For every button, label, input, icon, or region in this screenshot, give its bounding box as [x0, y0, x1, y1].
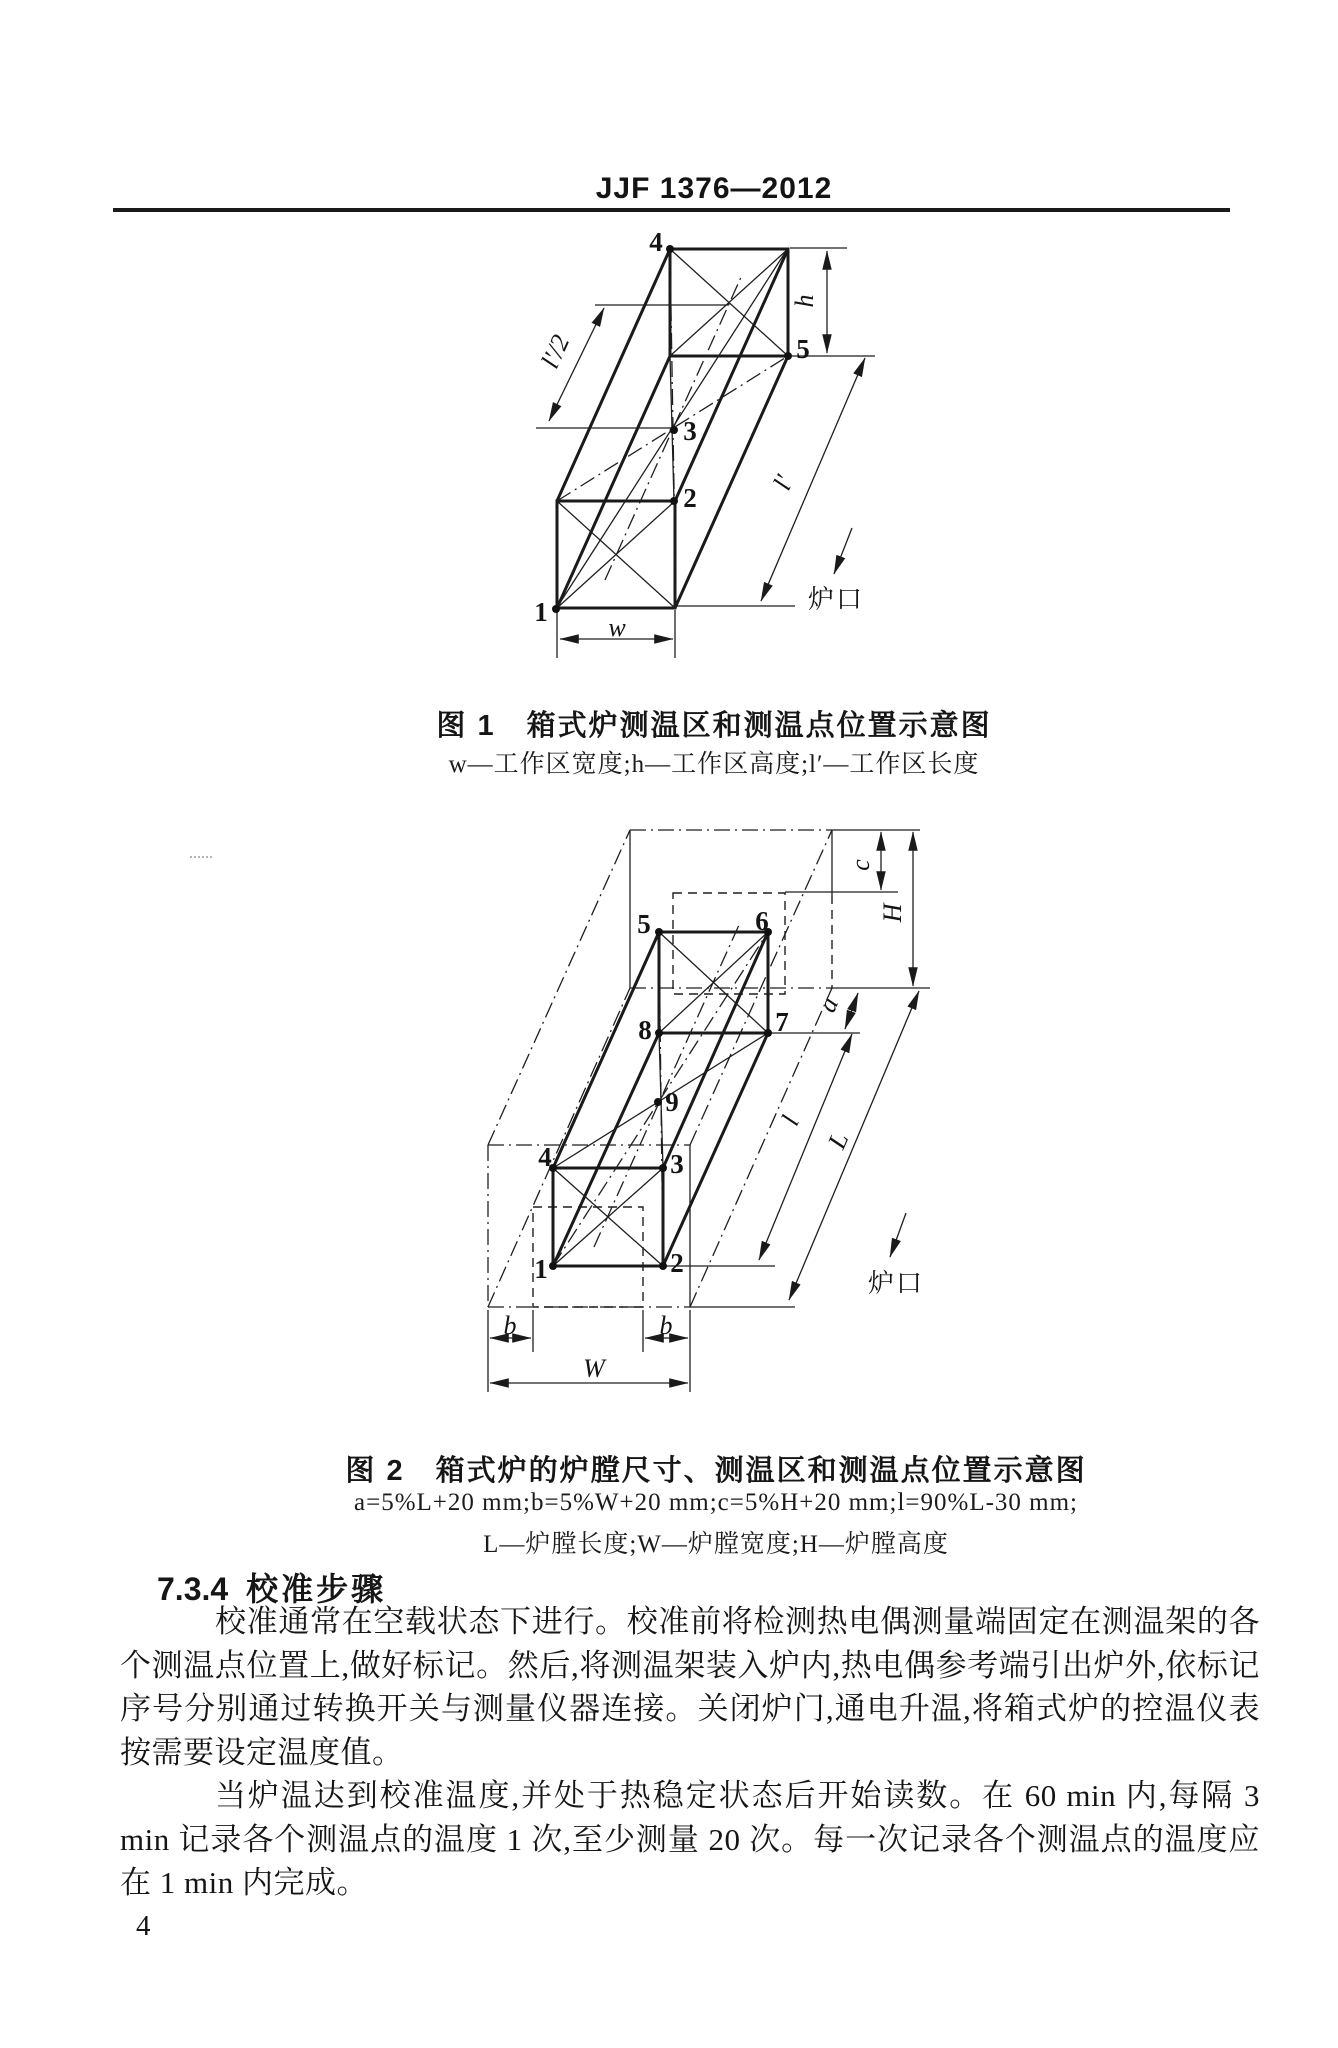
figure1-caption: 图 1 箱式炉测温区和测温点位置示意图 [436, 710, 992, 742]
fig1-furnace-mouth-label: 炉口 [807, 584, 865, 614]
fig1-length-label: l′ [767, 470, 800, 495]
fig2-furnace-mouth-label: 炉口 [867, 1268, 925, 1298]
fig1-point-1-label: 1 [534, 597, 548, 627]
header-divider [113, 208, 1230, 212]
fig1-point-4-label: 4 [649, 227, 663, 257]
fig2-point-7-label: 7 [775, 1007, 789, 1037]
fig2-point-2-label: 2 [670, 1248, 684, 1278]
fig1-width-label: w [608, 613, 626, 642]
fig2-L-label: L [822, 1128, 855, 1154]
paragraph-reading-procedure: 当炉温达到校准温度,并处于热稳定状态后开始读数。在 60 min 内,每隔 3 min 记录各个测温点的温度 1 次,至少测量 20 次。每一次记录各个测温点的温度应在 1 min 内完成。 [120, 1778, 1260, 1900]
figure2-legend-definitions: L—炉膛长度;W—炉膛宽度;H—炉膛高度 [483, 1531, 949, 1558]
fig2-a-label: a [812, 992, 845, 1017]
fig1-point-3-label: 3 [683, 416, 697, 446]
paragraph-calibration-setup: 校准通常在空载状态下进行。校准前将检测热电偶测量端固定在测温架的各个测温点位置上,做好标记。然后,将测温架装入炉内,热电偶参考端引出炉外,依标记序号分别通过转换开关与测量仪器连接。关闭炉门,通电升温,将箱式炉的控温仪表按需要设定温度值。 [120, 1604, 1260, 1770]
figure2-caption: 图 2 箱式炉的炉膛尺寸、测温区和测温点位置示意图 [345, 1455, 1087, 1487]
fig2-point-1-label: 1 [534, 1254, 548, 1284]
fig2-H-label: H [878, 903, 907, 923]
scan-artifact [190, 856, 212, 861]
figure1-legend: w—工作区宽度;h—工作区高度;l′—工作区长度 [448, 751, 980, 778]
section-number: 7.3.4 [157, 1571, 229, 1607]
fig2-b-left-label: b [503, 1311, 517, 1340]
fig2-point-4-label: 4 [538, 1142, 552, 1172]
fig2-W-label: W [583, 1354, 605, 1383]
fig1-point-5-label: 5 [796, 334, 810, 364]
fig2-dimension-lines [490, 832, 919, 1383]
figure1-diagram [518, 226, 898, 676]
fig2-point-8-label: 8 [638, 1015, 652, 1045]
body-text [120, 1600, 1260, 1905]
fig2-c-label: c [846, 859, 875, 871]
section-title: 校准步骤 [246, 1571, 387, 1607]
fig2-point-3-label: 3 [670, 1149, 684, 1179]
page-title: JJF 1376—2012 [595, 172, 833, 205]
fig2-l-label: l [775, 1111, 805, 1130]
fig2-point-6-label: 6 [755, 906, 769, 936]
fig2-point-9-label: 9 [665, 1087, 679, 1117]
fig1-half-length-label: l′/2 [535, 330, 576, 373]
fig2-b-right-label: b [659, 1311, 673, 1340]
fig2-point-5-label: 5 [637, 909, 651, 939]
figure2-diagram [480, 818, 940, 1403]
figure2-legend-formulas: a=5%L+20 mm;b=5%W+20 mm;c=5%H+20 mm;l=90%L-30 mm; [354, 1489, 1078, 1516]
page-number: 4 [136, 1910, 151, 1942]
fig2-extension-lines [488, 830, 930, 1392]
fig1-point-2-label: 2 [683, 483, 697, 513]
fig1-dimension-lines [549, 251, 865, 639]
fig1-height-label: h [790, 294, 819, 308]
